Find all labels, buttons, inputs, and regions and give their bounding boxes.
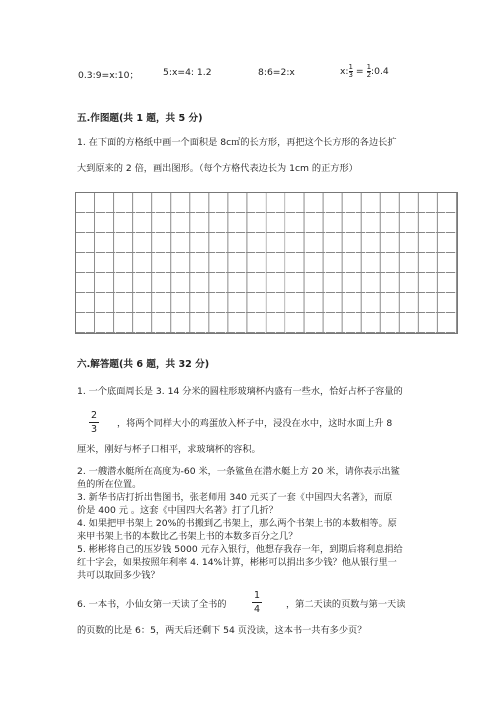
question1-line3: 厘米，刚好与杯子口相平，求玻璃杯的容积。 xyxy=(77,444,261,455)
fraction-denominator: 4 xyxy=(253,604,261,615)
ratio-4-suffix: :0.4 xyxy=(371,66,389,77)
fraction-one-quarter xyxy=(252,590,262,615)
drawing-question-line2: 大到原来的 2 倍，画出图形。（每个方格代表边长为 1cm 的正方形） xyxy=(77,163,358,174)
fraction-denominator: 2 xyxy=(366,71,372,79)
question1-line2: ，将两个同样大小的鸡蛋放入杯子中，浸没在水中，这时水面上升 8 xyxy=(117,418,393,429)
question5-line2: 红十字会，如果按照年利率 4. 14%计算，彬彬可以捐出多少钱？他从银行里一 xyxy=(77,557,397,568)
question2-line2: 鱼的所在位置。 xyxy=(77,479,142,490)
ratio-4-prefix: x: xyxy=(340,66,349,77)
fraction-numerator: 1 xyxy=(253,590,261,601)
fraction-denominator: 3 xyxy=(90,424,98,435)
question3-line2: 价是 400 元 。这套《中国四大名著》打了几折？ xyxy=(77,505,278,516)
question4-line1: 4. 如果把甲书架上 20%的书搬到乙书架上，那么两个书架上书的本数相等。原 xyxy=(77,518,397,529)
section6-heading: 六.解答题(共 6 题，共 32 分) xyxy=(77,359,210,370)
question1-line1: 1. 一个底面周长是 3. 14 分米的圆柱形玻璃杯内盛有一些水，恰好占杯子容量的 xyxy=(77,386,403,397)
ratio-equation-4 xyxy=(340,64,389,79)
fraction-numerator: 1 xyxy=(348,63,354,71)
question4-line2: 来甲书架上书的本数比乙书架上书的本数多百分之几？ xyxy=(77,531,298,542)
question6-line1-start: 6. 一本书，小仙女第一天读了全书的 xyxy=(77,599,227,610)
ratio-equation-2: 5:x=4: 1.2 xyxy=(163,67,212,78)
fraction-numerator: 2 xyxy=(90,410,98,421)
square-grid-paper[interactable] xyxy=(75,192,458,334)
question2-line1: 2. 一艘潜水艇所在高度为-60 米，一条鲨鱼在潜水艇上方 20 米，请你表示出鲨 xyxy=(77,466,400,477)
question5-line1: 5. 彬彬将自己的压岁钱 5000 元存入银行，他想存我存一年，到期后将利息捐给 xyxy=(77,544,403,555)
ratio-4-equals: = xyxy=(353,66,367,77)
ratio-equation-1: 0.3:9=x:10； xyxy=(78,70,139,81)
fraction-denominator: 3 xyxy=(348,71,354,79)
question5-line3: 共可以取回多少钱？ xyxy=(77,570,160,581)
question6-line1-end: ，第二天读的页数与第一天读 xyxy=(286,599,406,610)
fraction-two-thirds xyxy=(89,410,99,435)
ratio-equation-3: 8:6=2:x xyxy=(258,67,295,78)
fraction-numerator: 1 xyxy=(366,63,372,71)
section5-heading: 五.作图题(共 1 题，共 5 分) xyxy=(77,113,203,124)
question3-line1: 3. 新华书店打折出售图书，张老师用 340 元买了一套《中国四大名著》，而原 xyxy=(77,492,393,503)
question6-line2: 的页数的比是 6：5，两天后还剩下 54 页没读，这本书一共有多少页？ xyxy=(77,625,367,636)
drawing-question-line1: 1. 在下面的方格纸中画一个面积是 8c㎡的长方形，再把这个长方形的各边长扩 xyxy=(77,137,397,148)
